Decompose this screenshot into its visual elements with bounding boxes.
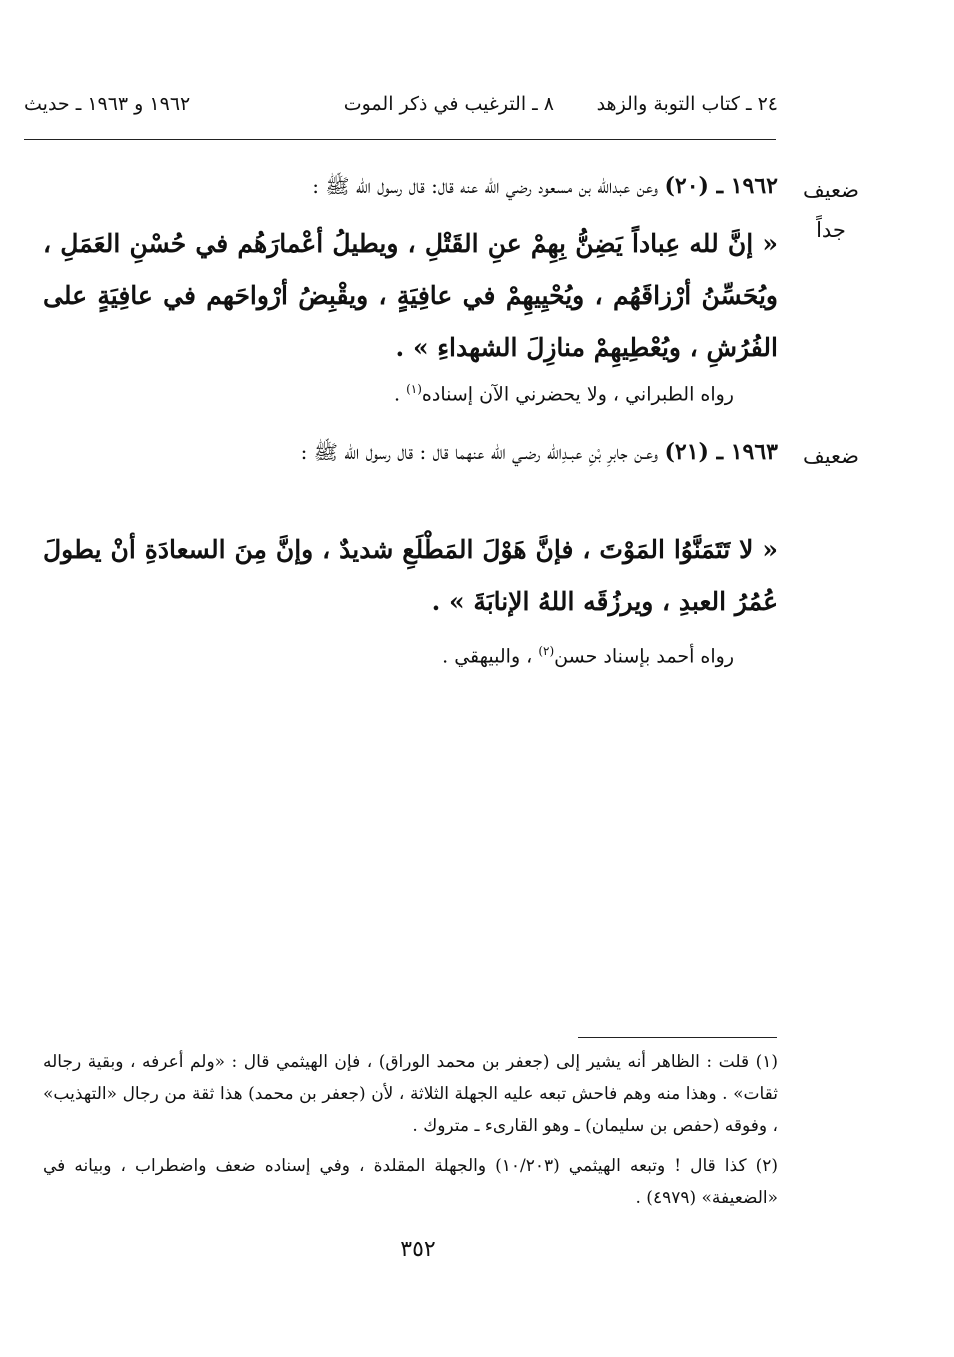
footnote-2: (٢) كذا قال ! وتبعه الهيثمي (١٠/٢٠٣) والجهلة المقلدة ، وفي إسناده ضعف واضطراب ، وبيانه في «الضعيفة» (٤٩٧٩) . (43, 1156, 778, 1208)
header-divider (24, 139, 776, 140)
hadith-source (394, 382, 734, 405)
hadith-source (442, 644, 734, 667)
hadith-source-text: رواه أحمد بإسناد حسن (554, 645, 734, 668)
hadith-intro (43, 170, 778, 203)
hadith-grade: ضعيف جداً (802, 178, 860, 242)
hadith-source-end: ، والبيهقي . (442, 645, 539, 668)
hadith-grade: ضعيف (802, 444, 860, 468)
running-header-chapter: ٨ ـ الترغيب في ذكر الموت (343, 93, 554, 115)
hadith-text: « إنَّ لله عِباداً يَضِنُّ بِهِمْ عنِ القَتْلِ ، ويطيلُ أعْمارَهُم في حُسْنِ العَمَلِ ، ويُحَسِّنُ أرْزاقَهُم ، ويُحْيِيهِمْ في عافِيَةٍ ، ويقْبِضُ أرْواحَهم في عافِيَةٍ على الفُرُشِ ، ويُعْطِيهِمْ منازِلَ الشهداءِ » . (43, 229, 778, 362)
footnote-ref: (٢) (538, 644, 555, 658)
hadith-source-end: . (393, 383, 407, 406)
hadith-chain: وعن عبدالله بن مسعود رضي الله عنه قال: قال رسول الله ﷺ : (312, 174, 659, 198)
running-header-book: ٢٤ ـ كتاب التوبة والزهد (596, 93, 778, 115)
footnote-1: (١) قلت : الظاهر أنه يشير إلى (جعفر بن محمد الوراق) ، فإن الهيثمي قال : «ولم أعرفه ، وبقية رجاله ثقات» . وهذا منه وهم فاحش تبعه عليه الجهلة الثلاثة ، لأن (جعفر بن محمد) هذا ثقة من رجال «التهذيب» ، وفوقه (حفص بن سليمان) ـ وهو القارىء ـ متروك . (43, 1052, 778, 1136)
hadith-number: ١٩٦٢ ـ (٢٠) (664, 173, 778, 199)
hadith-number: ١٩٦٣ ـ (٢١) (664, 439, 778, 465)
footnote-ref: (١) (406, 382, 422, 396)
footnote-divider (578, 1037, 777, 1038)
hadith-chain: وعـن جابرِ بْنِ عبـدِالله رضـي الله عنهما قال : قال رسول الله ﷺ : (300, 440, 659, 464)
hadith-text: « لا تَتَمَنَّوُا المَوْتَ ، فإنَّ هَوْلَ المَطْلَعِ شديدٌ ، وإنَّ مِنَ السعادَةِ أنْ يطولَ عُمُرُ العبدِ ، ويرزُقَه اللهُ الإنابَةَ » . (43, 535, 778, 616)
page-number: ٣٥٢ (400, 1237, 436, 1262)
hadith-intro (43, 436, 778, 469)
running-header-hadith-range: ١٩٦٢ و ١٩٦٣ ـ حديث (24, 93, 191, 115)
hadith-source-text: رواه الطبراني ، ولا يحضرني الآن إسناده (421, 383, 734, 406)
